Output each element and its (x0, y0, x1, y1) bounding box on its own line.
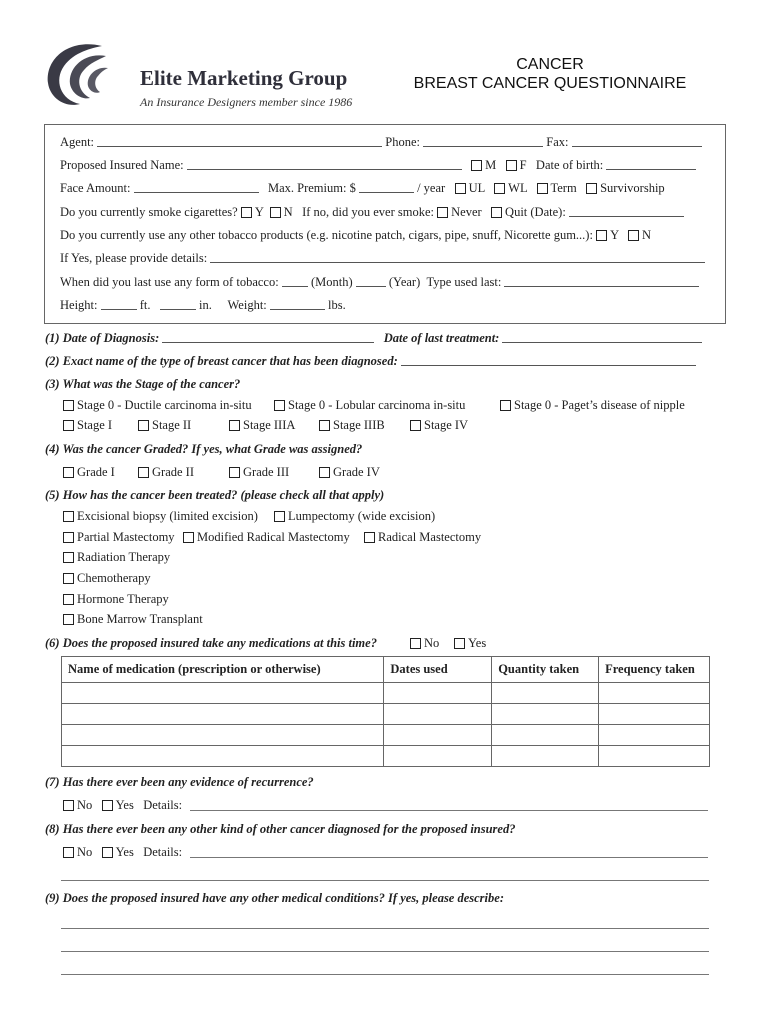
proposed-insured-label: Proposed Insured Name: (60, 158, 184, 172)
company-name: Elite Marketing Group (140, 66, 348, 90)
max-premium-field[interactable] (359, 181, 414, 193)
recurrence-details-field[interactable] (190, 810, 708, 811)
cancer-type-field[interactable] (401, 354, 696, 366)
grade-checkbox[interactable] (138, 467, 149, 478)
q4-label: (4) Was the cancer Graded? If yes, what Grade was assigned? (45, 442, 363, 456)
stage-checkbox[interactable] (319, 420, 330, 431)
smoke-no-checkbox[interactable] (270, 207, 281, 218)
page-subtitle: BREAST CANCER QUESTIONNAIRE (413, 75, 687, 92)
survivorship-checkbox[interactable] (586, 183, 597, 194)
medical-conditions-line-3[interactable] (61, 974, 709, 975)
medical-conditions-line-2[interactable] (61, 951, 709, 952)
term-checkbox[interactable] (537, 183, 548, 194)
recurrence-no-checkbox[interactable] (63, 800, 74, 811)
grade-checkbox[interactable] (229, 467, 240, 478)
medical-conditions-line-1[interactable] (61, 928, 709, 929)
grade-label: Grade II (152, 465, 194, 479)
treatment-option-5[interactable] (63, 550, 170, 565)
treatment-label: Partial Mastectomy (77, 530, 175, 544)
fax-field[interactable] (572, 135, 702, 147)
month-label: (Month) (310, 275, 353, 289)
col-frequency-taken: Frequency taken (599, 657, 710, 683)
applicant-info-box (44, 124, 726, 324)
quit-date-field[interactable] (569, 205, 684, 217)
treatment-label: Excisional biopsy (limited excision) (77, 509, 258, 523)
treatment-option-0[interactable] (63, 509, 258, 524)
in-label: in. (199, 298, 212, 312)
table-header-row (62, 657, 710, 683)
face-amount-label: Face Amount: (60, 181, 131, 195)
tobacco-yes-label: Y (610, 228, 619, 242)
stage-label: Stage 0 - Paget’s disease of nipple (514, 398, 685, 412)
grade-option-3[interactable] (319, 465, 380, 480)
other-cancer-yes-checkbox[interactable] (102, 847, 113, 858)
year-label: (Year) (388, 275, 421, 289)
details-field[interactable] (210, 251, 705, 263)
agent-row (60, 135, 702, 150)
smoke-question: Do you currently smoke cigarettes? (60, 205, 238, 219)
stage-label: Stage 0 - Lobular carcinoma in-situ (288, 398, 466, 412)
wl-label: WL (508, 181, 528, 195)
company-tagline: An Insurance Designers member since 1986 (140, 95, 353, 109)
height-ft-field[interactable] (101, 298, 137, 310)
grade-option-2[interactable] (229, 465, 289, 480)
last-use-month-field[interactable] (282, 275, 308, 287)
smoke-no-label: N (283, 205, 293, 219)
dob-label: Date of birth: (535, 158, 604, 172)
table-cell[interactable] (492, 704, 599, 725)
phone-field[interactable] (423, 135, 543, 147)
col-medication-name: Name of medication (prescription or otherwise) (62, 657, 384, 683)
recurrence-details-label: Details: (143, 798, 183, 812)
medication-table (61, 656, 710, 767)
tobacco-question: Do you currently use any other tobacco products (e.g. nicotine patch, cigars, pipe, snuff, Nicorette gum...): (60, 228, 593, 242)
quit-label: Quit (Date): (505, 205, 566, 219)
max-premium-label: Max. Premium: $ (267, 181, 356, 195)
treatment-checkbox[interactable] (274, 511, 285, 522)
medication-no-label: No (424, 636, 440, 650)
q5-label: (5) How has the cancer been treated? (please check all that apply) (45, 488, 385, 502)
fax-label: Fax: (546, 135, 569, 149)
medication-yes-label: Yes (468, 636, 487, 650)
height-weight-row (60, 298, 346, 313)
other-cancer-no-label: No (77, 845, 93, 859)
treatment-label: Modified Radical Mastectomy (197, 530, 350, 544)
stage-label: Stage II (152, 418, 192, 432)
weight-field[interactable] (270, 298, 325, 310)
last-use-year-field[interactable] (356, 275, 386, 287)
stage-label: Stage IV (424, 418, 469, 432)
grade-option-1[interactable] (138, 465, 194, 480)
stage-label: Stage IIIA (243, 418, 296, 432)
stage-checkbox[interactable] (138, 420, 149, 431)
table-cell[interactable] (492, 683, 599, 704)
q6-label: (6) Does the proposed insured take any medications at this time? (45, 636, 377, 650)
stage-option-5[interactable] (229, 418, 295, 433)
last-use-label: When did you last use any form of tobacco: (60, 275, 279, 289)
q7-label: (7) Has there ever been any evidence of recurrence? (45, 775, 314, 789)
table-cell[interactable] (384, 683, 492, 704)
stage-checkbox[interactable] (500, 400, 511, 411)
tobacco-row (60, 228, 651, 243)
stage-checkbox[interactable] (274, 400, 285, 411)
coverage-row (60, 181, 665, 196)
stage-label: Stage IIIB (333, 418, 385, 432)
insured-row (60, 158, 696, 173)
smoke-row (60, 205, 684, 220)
q8-label: (8) Has there ever been any other kind of other cancer diagnosed for the proposed insured? (45, 822, 516, 836)
never-label: Never (451, 205, 482, 219)
medication-yes-option[interactable] (454, 636, 486, 651)
treatment-checkbox[interactable] (63, 573, 74, 584)
table-row (62, 746, 710, 767)
treatment-label: Hormone Therapy (77, 592, 169, 606)
treatment-checkbox[interactable] (63, 552, 74, 563)
table-row (62, 704, 710, 725)
survivorship-label: Survivorship (600, 181, 665, 195)
grade-label: Grade III (243, 465, 290, 479)
quit-checkbox[interactable] (491, 207, 502, 218)
recurrence-no-label: No (77, 798, 93, 812)
details-row (60, 251, 705, 266)
ul-label: UL (468, 181, 485, 195)
other-cancer-details-label: Details: (143, 845, 183, 859)
medication-no-option[interactable] (410, 636, 439, 651)
col-dates-used: Dates used (384, 657, 492, 683)
recurrence-yes-checkbox[interactable] (102, 800, 113, 811)
ft-label: ft. (139, 298, 151, 312)
last-treatment-label: Date of last treatment: (383, 331, 500, 345)
treatment-option-8[interactable] (63, 612, 203, 627)
grade-label: Grade IV (333, 465, 380, 479)
table-cell[interactable] (62, 704, 384, 725)
height-in-field[interactable] (160, 298, 196, 310)
treatment-option-3[interactable] (183, 530, 350, 545)
table-row (62, 683, 710, 704)
type-used-label: Type used last: (426, 275, 502, 289)
table-cell[interactable] (492, 725, 599, 746)
table-cell[interactable] (599, 704, 710, 725)
treatment-checkbox[interactable] (183, 532, 194, 543)
male-label: M (485, 158, 497, 172)
last-treatment-field[interactable] (502, 331, 702, 343)
dob-field[interactable] (606, 158, 696, 170)
stage-checkbox[interactable] (410, 420, 421, 431)
stage-checkbox[interactable] (63, 420, 74, 431)
treatment-option-7[interactable] (63, 592, 169, 607)
wl-checkbox[interactable] (494, 183, 505, 194)
tobacco-yes-checkbox[interactable] (596, 230, 607, 241)
smoke-yes-checkbox[interactable] (241, 207, 252, 218)
table-cell[interactable] (599, 683, 710, 704)
stage-option-1[interactable] (274, 398, 465, 413)
female-checkbox[interactable] (506, 160, 517, 171)
medication-no-checkbox[interactable] (410, 638, 421, 649)
table-cell[interactable] (62, 725, 384, 746)
company-logo (40, 38, 140, 110)
ul-checkbox[interactable] (455, 183, 466, 194)
weight-label: Weight: (227, 298, 267, 312)
proposed-insured-field[interactable] (187, 158, 462, 170)
stage-option-3[interactable] (63, 418, 112, 433)
other-cancer-details-field[interactable] (190, 857, 708, 858)
stage-option-6[interactable] (319, 418, 385, 433)
table-cell[interactable] (599, 725, 710, 746)
stage-label: Stage 0 - Ductile carcinoma in-situ (77, 398, 252, 412)
height-label: Height: (60, 298, 98, 312)
ever-smoke-question: If no, did you ever smoke: (302, 205, 434, 219)
treatment-label: Chemotherapy (77, 571, 151, 585)
treatment-checkbox[interactable] (63, 532, 74, 543)
page-title: CANCER (516, 56, 584, 73)
table-cell[interactable] (599, 746, 710, 767)
treatment-checkbox[interactable] (63, 614, 74, 625)
grade-checkbox[interactable] (319, 467, 330, 478)
stage-option-0[interactable] (63, 398, 252, 413)
agent-label: Agent: (60, 135, 95, 149)
grade-option-0[interactable] (63, 465, 115, 480)
lbs-label: lbs. (328, 298, 346, 312)
treatment-option-1[interactable] (274, 509, 435, 524)
type-used-field[interactable] (504, 275, 699, 287)
medication-yes-checkbox[interactable] (454, 638, 465, 649)
q2-row (45, 354, 696, 369)
treatment-checkbox[interactable] (63, 511, 74, 522)
other-cancer-details-line-2[interactable] (61, 880, 709, 881)
treatment-label: Lumpectomy (wide excision) (288, 509, 436, 523)
smoke-yes-label: Y (254, 205, 264, 219)
stage-checkbox[interactable] (229, 420, 240, 431)
col-quantity-taken: Quantity taken (492, 657, 599, 683)
stage-option-7[interactable] (410, 418, 468, 433)
treatment-option-2[interactable] (63, 530, 175, 545)
q1-row (45, 331, 702, 346)
table-row (62, 725, 710, 746)
phone-label: Phone: (385, 135, 421, 149)
stage-label: Stage I (77, 418, 113, 432)
last-use-row (60, 275, 699, 290)
treatment-label: Bone Marrow Transplant (77, 612, 203, 626)
per-year-label: / year (417, 181, 446, 195)
q2-label: (2) Exact name of the type of breast cancer that has been diagnosed: (45, 354, 398, 368)
female-label: F (519, 158, 527, 172)
tobacco-no-checkbox[interactable] (628, 230, 639, 241)
other-cancer-no-checkbox[interactable] (63, 847, 74, 858)
treatment-checkbox[interactable] (63, 594, 74, 605)
stage-option-2[interactable] (500, 398, 685, 413)
q9-label: (9) Does the proposed insured have any other medical conditions? If yes, please describe: (45, 891, 504, 905)
table-cell[interactable] (62, 683, 384, 704)
face-amount-field[interactable] (134, 181, 259, 193)
treatment-label: Radiation Therapy (77, 550, 171, 564)
stage-checkbox[interactable] (63, 400, 74, 411)
tobacco-no-label: N (642, 228, 652, 242)
table-cell[interactable] (384, 704, 492, 725)
treatment-label: Radical Mastectomy (378, 530, 482, 544)
recurrence-yes-label: Yes (115, 798, 134, 812)
never-checkbox[interactable] (437, 207, 448, 218)
treatment-checkbox[interactable] (364, 532, 375, 543)
recurrence-row (63, 798, 182, 813)
table-cell[interactable] (62, 746, 384, 767)
treatment-option-4[interactable] (364, 530, 481, 545)
table-cell[interactable] (492, 746, 599, 767)
grade-label: Grade I (77, 465, 115, 479)
term-label: Term (550, 181, 577, 195)
grade-checkbox[interactable] (63, 467, 74, 478)
q1-label: (1) Date of Diagnosis: (45, 331, 160, 345)
male-checkbox[interactable] (471, 160, 482, 171)
table-cell[interactable] (384, 746, 492, 767)
q3-label: (3) What was the Stage of the cancer? (45, 377, 241, 391)
other-cancer-yes-label: Yes (115, 845, 134, 859)
table-cell[interactable] (384, 725, 492, 746)
diagnosis-date-field[interactable] (162, 331, 374, 343)
stage-option-4[interactable] (138, 418, 191, 433)
agent-field[interactable] (97, 135, 382, 147)
treatment-option-6[interactable] (63, 571, 151, 586)
other-cancer-row (63, 845, 182, 860)
details-label: If Yes, please provide details: (60, 251, 208, 265)
